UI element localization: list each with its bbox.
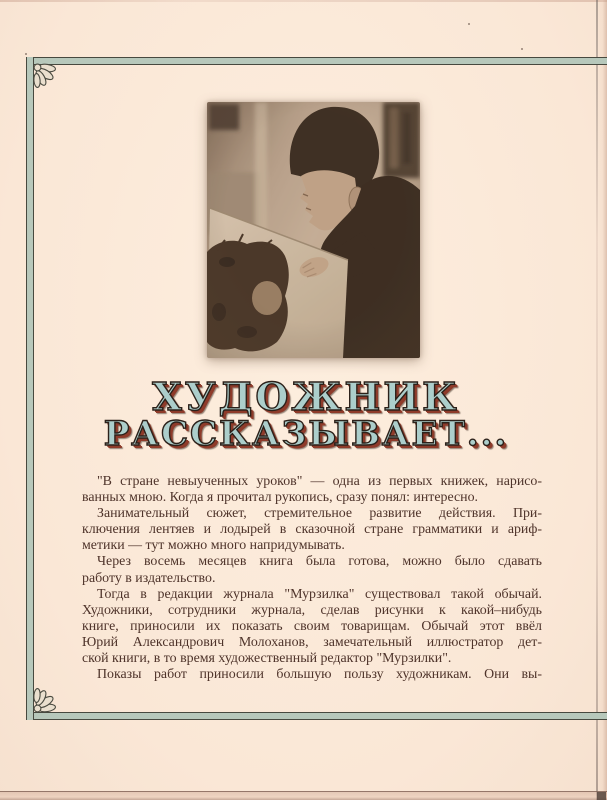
text-line: ской книги, в то время художественный редактор "Мурзилки". (82, 651, 452, 667)
frame-top-border (26, 57, 607, 65)
text-line: Юрий Александрович Молоханов, замечательный иллюстратор дет- (82, 634, 542, 650)
text-line: "В стране невыученных уроков" — одна из первых книжек, нарисо- (97, 474, 542, 489)
text-line: книге, приносили их показать своим товарищам. Обычай этот ввёл (82, 618, 542, 634)
text-line: Тогда в редакции журнала "Мурзилка" существовал такой обычай. (97, 586, 542, 602)
text-line: метики — тут можно много напридумывать. (82, 538, 345, 554)
text-line: Художники, сотрудники журнала, сделав рисунки к какой–нибудь (82, 602, 542, 618)
text-line: ключения лентяев и лодырей в сказочной стране грамматики и ариф- (82, 522, 542, 538)
text-line: Показы работ приносили большую пользу художникам. Они вы- (97, 667, 542, 683)
scan-bottom-edge (0, 791, 607, 800)
paper-speck (521, 48, 523, 50)
paper-speck (25, 53, 27, 55)
paper-speck (468, 23, 470, 25)
page-edge-line (596, 0, 598, 800)
text-line: Через восемь месяцев книга была готова, можно было сдавать (97, 554, 542, 570)
text-line: работу в издательство. (82, 570, 216, 586)
corner-flower-icon (32, 682, 64, 714)
body-text (82, 474, 542, 683)
frame-left-border (26, 57, 34, 720)
scan-right-edge (597, 0, 607, 800)
scan-top-edge (0, 0, 607, 2)
page-title-line2: РАССКАЗЫВАЕТ... (103, 414, 509, 454)
page-title (75, 374, 537, 454)
scan-corner-mark (597, 792, 606, 800)
text-line: Занимательный сюжет, стремительное развитие действия. При- (97, 506, 542, 522)
page-title-line1: ХУДОЖНИК (152, 374, 460, 419)
text-line: ванных мною. Когда я прочитал рукопись, сразу понял: интересно. (82, 490, 478, 506)
artist-photo (207, 102, 420, 358)
corner-flower-icon (32, 62, 64, 94)
frame-bottom-border (26, 712, 607, 720)
